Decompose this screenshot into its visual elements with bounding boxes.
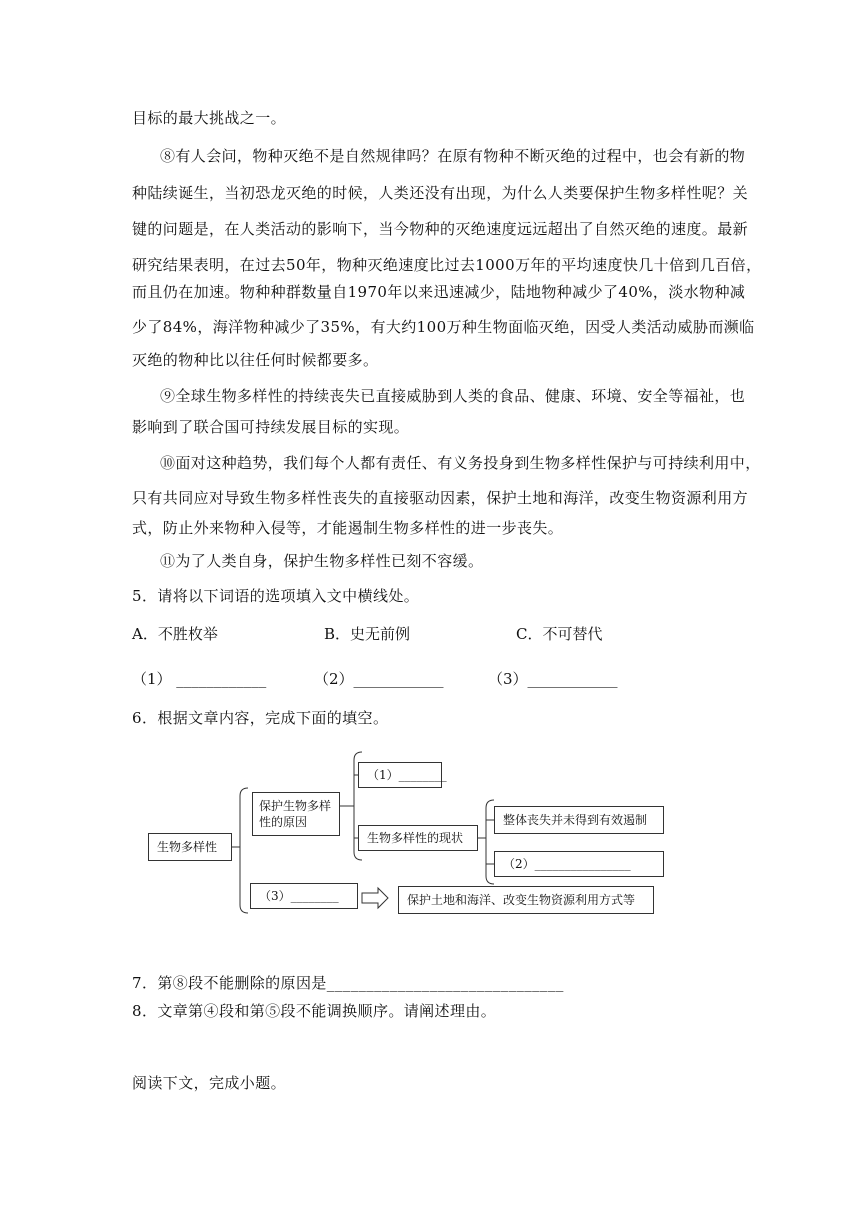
blank-3-node[interactable]: （3）________ (250, 883, 358, 909)
question-8: 8．文章第④段和第⑤段不能调换顺序。请阐述理由。 (132, 1002, 497, 1020)
paragraph-11-line: ⑪为了人类自身，保护生物多样性已刻不容缓。 (160, 552, 484, 570)
paragraph-9-line: 影响到了联合国可持续发展目标的实现。 (132, 418, 410, 436)
paragraph-8-line: 研究结果表明，在过去50年，物种灭绝速度比过去1000万年的平均速度快几十倍到几百倍， (132, 256, 762, 274)
bracket-status (486, 800, 494, 884)
answer-blank-1[interactable]: （1） ____________ (132, 670, 267, 688)
passage-line: 目标的最大挑战之一。 (132, 109, 287, 127)
arrow-icon (362, 888, 388, 908)
paragraph-8-line: 少了84%，海洋物种减少了35%，有大约100万种生物面临灭绝，因受人类活动威胁而濒临 (132, 318, 755, 336)
question-6-stem: 6．根据文章内容，完成下面的填空。 (132, 709, 389, 727)
measures-node: 保护土地和海洋、改变生物资源利用方式等 (398, 886, 654, 914)
blank-2-node[interactable]: （2）________________ (494, 851, 664, 877)
option-b: B．史无前例 (324, 625, 411, 643)
paragraph-10-line: 只有共同应对导致生物多样性丧失的直接驱动因素，保护土地和海洋，改变生物资源利用方 (132, 489, 749, 507)
bracket-root (240, 788, 248, 913)
paragraph-8-line: 灭绝的物种比以往任何时候都要多。 (132, 351, 379, 369)
paragraph-9-line: ⑨全球生物多样性的持续丧失已直接威胁到人类的食品、健康、环境、安全等福祉，也 (160, 387, 746, 405)
option-a: A．不胜枚举 (132, 625, 218, 643)
blank-1-node[interactable]: （1）________ (358, 762, 442, 788)
paragraph-8-line: ⑧有人会问，物种灭绝不是自然规律吗？在原有物种不断灭绝的过程中，也会有新的物 (160, 147, 746, 165)
status-node: 生物多样性的现状 (358, 825, 478, 851)
answer-blank-2[interactable]: （2）____________ (314, 670, 444, 688)
answer-blank-3[interactable]: （3）____________ (488, 670, 618, 688)
root-node: 生物多样性 (148, 833, 232, 861)
section-instruction: 阅读下文，完成小题。 (132, 1074, 287, 1092)
paragraph-8-line: 而且仍在加速。物种种群数量自1970年以来迅速减少，陆地物种减少了40%，淡水物种减 (132, 283, 746, 301)
option-c: C．不可替代 (516, 625, 603, 643)
question-5-stem: 5．请将以下词语的选项填入文中横线处。 (132, 587, 420, 605)
paragraph-8-line: 键的问题是，在人类活动的影响下，当今物种的灭绝速度远远超出了自然灭绝的速度。最新 (132, 220, 749, 238)
paragraph-10-line: 式，防止外来物种入侵等，才能遏制生物多样性的进一步丧失。 (132, 519, 564, 537)
status-item-node: 整体丧失并未得到有效遏制 (494, 806, 664, 834)
paragraph-10-line: ⑩面对这种趋势，我们每个人都有责任、有义务投身到生物多样性保护与可持续利用中， (160, 454, 761, 472)
question-7: 7．第⑧段不能删除的原因是______________________________ (132, 974, 564, 992)
paragraph-8-line: 种陆续诞生，当初恐龙灭绝的时候，人类还没有出现，为什么人类要保护生物多样性呢？关 (132, 184, 749, 202)
reason-node: 保护生物多样性的原因 (252, 792, 340, 836)
